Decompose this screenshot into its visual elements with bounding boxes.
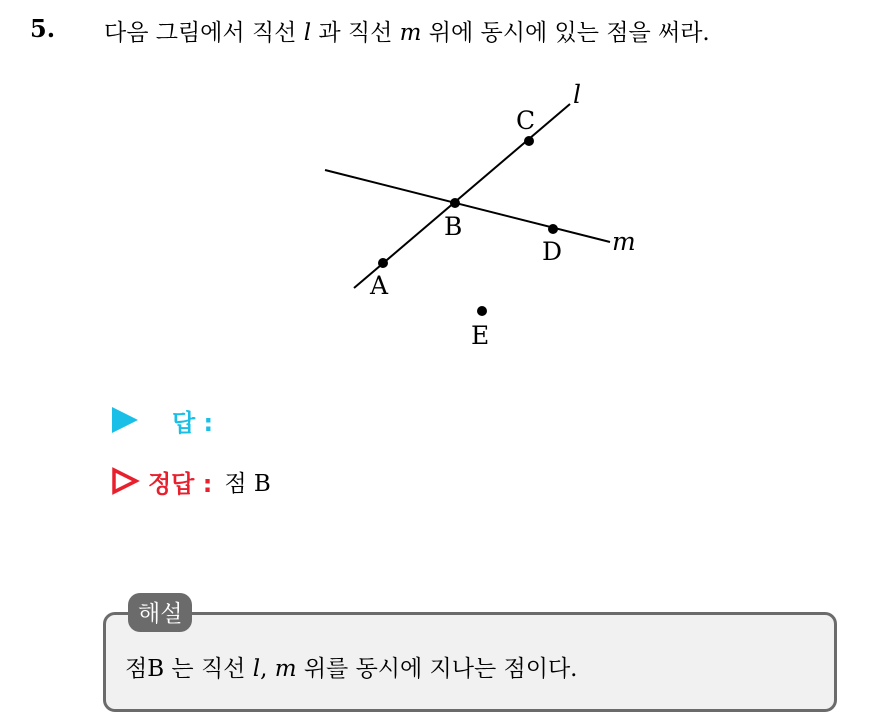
question-text-part1: 다음 그림에서 직선 — [104, 20, 304, 46]
answer-row — [110, 404, 213, 436]
point-c-label: C — [516, 106, 536, 135]
point-d-label: D — [542, 237, 563, 266]
correct-answer-row — [110, 465, 271, 497]
line-l-label: l — [573, 80, 581, 109]
explanation-line-m: m — [274, 656, 297, 682]
explanation-text-part1: 점B 는 직선 — [125, 656, 253, 682]
question-line-l: l — [303, 20, 312, 46]
explanation-text-part2: 위를 동시에 지나는 점이다. — [296, 656, 578, 682]
question-line-m: m — [399, 20, 422, 46]
point-d — [548, 224, 558, 234]
correct-answer-label: 정답 : — [148, 469, 213, 498]
question-number: 5. — [30, 14, 56, 43]
point-a — [378, 258, 388, 268]
point-e — [477, 306, 487, 316]
line-m-label: m — [612, 227, 636, 256]
explanation-line-l: l — [252, 656, 261, 682]
point-a-label: A — [370, 271, 389, 300]
question-text-part2: 과 직선 — [311, 20, 400, 46]
filled-triangle-icon — [110, 405, 140, 435]
point-e-label: E — [471, 321, 490, 350]
explanation-text — [125, 650, 577, 683]
point-b-label: B — [444, 212, 463, 241]
point-b — [450, 198, 460, 208]
point-c — [524, 136, 534, 146]
question-text-part3: 위에 동시에 있는 점을 써라. — [421, 20, 710, 46]
explanation-tag: 해설 — [128, 593, 192, 632]
answer-label: 답 : — [172, 408, 214, 437]
line-m — [325, 170, 610, 242]
correct-answer-value: 점 B — [224, 470, 271, 497]
outline-triangle-icon — [110, 466, 140, 496]
explanation-separator: , — [260, 656, 275, 682]
